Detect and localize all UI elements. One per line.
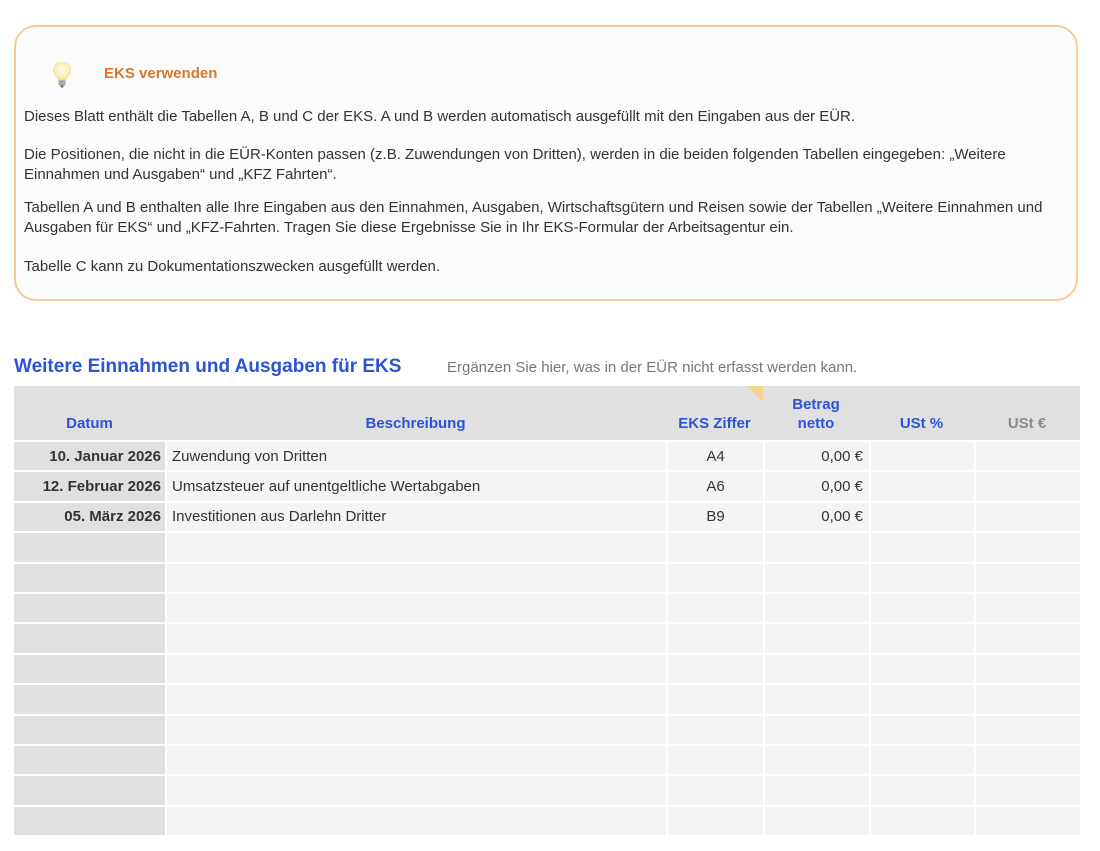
- table-row: [14, 774, 1080, 804]
- cell-description[interactable]: [165, 776, 666, 804]
- cell-description[interactable]: [165, 564, 666, 592]
- column-header-vat-euro[interactable]: USt €: [1007, 415, 1047, 432]
- cell-date[interactable]: [14, 624, 165, 652]
- table-row: [14, 592, 1080, 622]
- cell-date[interactable]: [14, 807, 165, 835]
- column-header-eks-code[interactable]: EKS Ziffer: [678, 415, 751, 432]
- column-header-date[interactable]: Datum: [66, 415, 113, 432]
- cell-description[interactable]: [165, 624, 666, 652]
- cell-date[interactable]: [14, 594, 165, 622]
- cell-date[interactable]: [14, 533, 165, 561]
- cell-eks-code[interactable]: A6: [666, 472, 763, 500]
- cell-vat-percent[interactable]: [869, 503, 974, 531]
- cell-eks-code[interactable]: [666, 776, 763, 804]
- table-row: [14, 440, 1080, 470]
- cell-amount[interactable]: [763, 716, 869, 744]
- column-header-description[interactable]: Beschreibung: [365, 415, 466, 432]
- cell-description[interactable]: [165, 594, 666, 622]
- cell-vat-euro: [974, 716, 1080, 744]
- cell-eks-code[interactable]: A4: [666, 442, 763, 470]
- lightbulb-icon: [52, 61, 72, 89]
- cell-vat-euro: [974, 807, 1080, 835]
- cell-eks-code[interactable]: [666, 655, 763, 683]
- cell-vat-percent[interactable]: [869, 472, 974, 500]
- cell-vat-euro: [974, 685, 1080, 713]
- cell-amount[interactable]: [763, 655, 869, 683]
- cell-vat-euro: [974, 776, 1080, 804]
- cell-vat-percent[interactable]: [869, 807, 974, 835]
- info-title: EKS verwenden: [104, 65, 218, 82]
- cell-vat-euro: [974, 472, 1080, 500]
- cell-vat-percent[interactable]: [869, 685, 974, 713]
- cell-eks-code[interactable]: [666, 716, 763, 744]
- section-title: Weitere Einnahmen und Ausgaben für EKS: [14, 356, 402, 377]
- cell-vat-percent[interactable]: [869, 564, 974, 592]
- info-paragraph: Die Positionen, die nicht in die EÜR-Konten passen (z.B. Zuwendungen von Dritten), werden in die beiden folgenden Tabellen eingegeben: „Weitere Einnahmen und Ausgaben“ und „KFZ Fahrten“.: [24, 146, 1006, 183]
- cell-description[interactable]: [165, 655, 666, 683]
- cell-vat-percent[interactable]: [869, 776, 974, 804]
- cell-eks-code[interactable]: [666, 564, 763, 592]
- cell-amount[interactable]: [763, 533, 869, 561]
- cell-vat-percent[interactable]: [869, 594, 974, 622]
- table-row: [14, 653, 1080, 683]
- table-row: [14, 531, 1080, 561]
- cell-date[interactable]: [14, 776, 165, 804]
- table-row: [14, 714, 1080, 744]
- cell-eks-code[interactable]: B9: [666, 503, 763, 531]
- cell-vat-euro: [974, 594, 1080, 622]
- cell-amount[interactable]: [763, 685, 869, 713]
- cell-eks-code[interactable]: [666, 624, 763, 652]
- table-row: [14, 562, 1080, 592]
- cell-description[interactable]: [165, 533, 666, 561]
- cell-vat-percent[interactable]: [869, 624, 974, 652]
- cell-amount[interactable]: [763, 776, 869, 804]
- cell-amount[interactable]: 0,00 €: [763, 442, 869, 470]
- cell-vat-euro: [974, 624, 1080, 652]
- cell-vat-percent[interactable]: [869, 442, 974, 470]
- cell-date[interactable]: 05. März 2026: [14, 503, 165, 531]
- info-paragraph: Dieses Blatt enthält die Tabellen A, B und C der EKS. A und B werden automatisch ausgefüllt mit den Eingaben aus der EÜR.: [24, 108, 856, 125]
- cell-eks-code[interactable]: [666, 807, 763, 835]
- cell-date[interactable]: [14, 746, 165, 774]
- cell-vat-percent[interactable]: [869, 746, 974, 774]
- cell-eks-code[interactable]: [666, 533, 763, 561]
- eks-table: [14, 386, 1080, 835]
- cell-amount[interactable]: [763, 746, 869, 774]
- table-row: [14, 744, 1080, 774]
- comment-marker-icon[interactable]: [747, 386, 763, 402]
- table-row: [14, 805, 1080, 835]
- cell-amount[interactable]: 0,00 €: [763, 472, 869, 500]
- cell-amount[interactable]: [763, 624, 869, 652]
- info-paragraph: Tabelle C kann zu Dokumentationszwecken ausgefüllt werden.: [24, 258, 441, 275]
- cell-description[interactable]: Umsatzsteuer auf unentgeltliche Wertabgaben: [165, 472, 666, 500]
- cell-amount[interactable]: [763, 807, 869, 835]
- cell-description[interactable]: Zuwendung von Dritten: [165, 442, 666, 470]
- cell-eks-code[interactable]: [666, 746, 763, 774]
- cell-amount[interactable]: [763, 594, 869, 622]
- cell-description[interactable]: [165, 807, 666, 835]
- cell-eks-code[interactable]: [666, 594, 763, 622]
- cell-vat-euro: [974, 533, 1080, 561]
- cell-amount[interactable]: [763, 564, 869, 592]
- cell-date[interactable]: 10. Januar 2026: [14, 442, 165, 470]
- cell-description[interactable]: [165, 685, 666, 713]
- table-row: [14, 622, 1080, 652]
- table-body: [14, 440, 1080, 835]
- cell-vat-percent[interactable]: [869, 533, 974, 561]
- cell-vat-euro: [974, 503, 1080, 531]
- cell-date[interactable]: [14, 564, 165, 592]
- info-header: [52, 61, 72, 89]
- section-hint: Ergänzen Sie hier, was in der EÜR nicht erfasst werden kann.: [447, 359, 858, 376]
- cell-vat-euro: [974, 564, 1080, 592]
- cell-vat-percent[interactable]: [869, 655, 974, 683]
- cell-description[interactable]: Investitionen aus Darlehn Dritter: [165, 503, 666, 531]
- cell-vat-percent[interactable]: [869, 716, 974, 744]
- column-header-amount-line2: netto: [797, 415, 835, 432]
- info-paragraph: Tabellen A und B enthalten alle Ihre Eingaben aus den Einnahmen, Ausgaben, Wirtschaftsgütern und Reisen sowie der Tabellen „Weitere Einnahmen und Ausgaben für EKS“ und „KFZ-Fahrten. Tragen Sie diese Ergebnisse Sie in Ihr EKS-Formular der Arbeitsagentur ein.: [24, 199, 1043, 236]
- column-header-vat-percent[interactable]: USt %: [899, 415, 944, 432]
- cell-eks-code[interactable]: [666, 685, 763, 713]
- column-header-amount-line1: Betrag: [792, 396, 840, 413]
- cell-date[interactable]: [14, 685, 165, 713]
- cell-amount[interactable]: 0,00 €: [763, 503, 869, 531]
- cell-date[interactable]: 12. Februar 2026: [14, 472, 165, 500]
- column-header-amount[interactable]: [763, 386, 869, 440]
- info-box: [14, 25, 1078, 301]
- cell-vat-euro: [974, 746, 1080, 774]
- table-row: [14, 683, 1080, 713]
- cell-description[interactable]: [165, 716, 666, 744]
- cell-description[interactable]: [165, 746, 666, 774]
- table-header: [14, 386, 1080, 440]
- table-row: [14, 501, 1080, 531]
- table-row: [14, 470, 1080, 500]
- cell-vat-euro: [974, 655, 1080, 683]
- cell-date[interactable]: [14, 655, 165, 683]
- cell-vat-euro: [974, 442, 1080, 470]
- cell-date[interactable]: [14, 716, 165, 744]
